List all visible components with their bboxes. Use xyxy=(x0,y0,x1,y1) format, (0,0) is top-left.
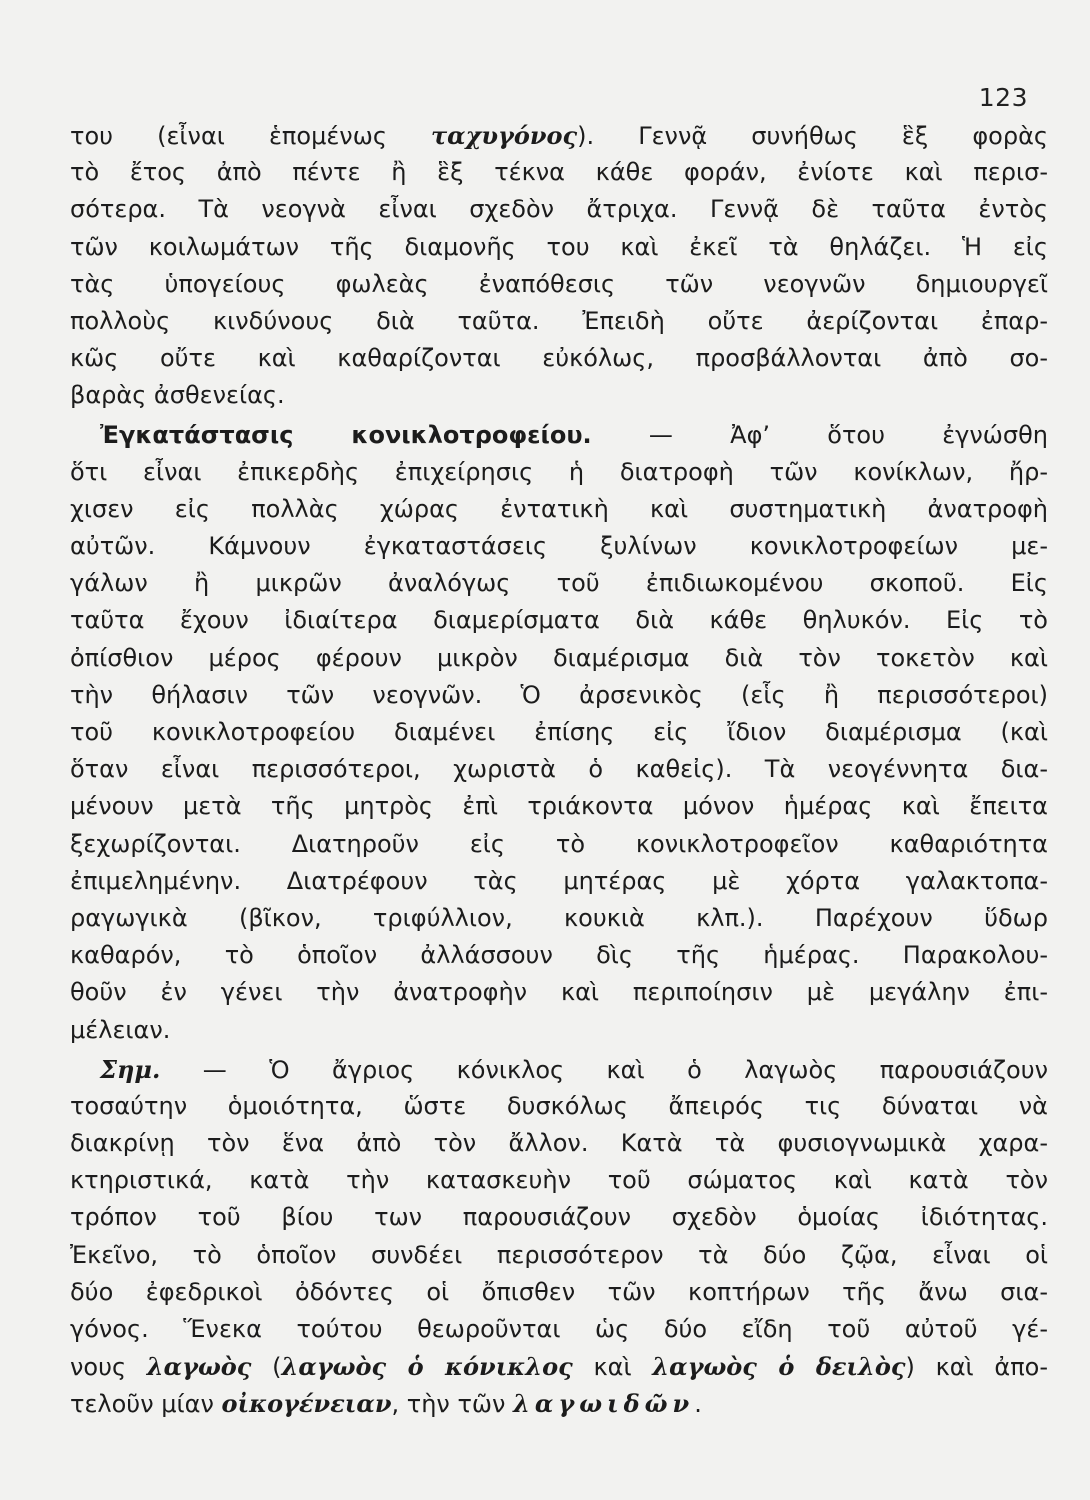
text-line xyxy=(70,1311,1048,1348)
text-line xyxy=(70,826,1048,863)
text-run: κῶς οὔτε καὶ καθαρίζονται εὐκόλως, προσβάλλονται ἀπὸ σο- xyxy=(70,344,1048,373)
text-run: ραγωγικὰ (βῖκον, τριφύλλιον, κουκιὰ κλπ.). Παρέχουν ὕδωρ xyxy=(70,903,1048,932)
emphasized-term: οἰκογένειαν xyxy=(221,1389,392,1419)
text-run: γόνος. Ἕνεκα τούτου θεωροῦνται ὡς δύο εἴδη τοῦ αὐτοῦ γέ- xyxy=(70,1315,1048,1343)
text-run: ταῦτα ἔχουν ἰδιαίτερα διαμερίσματα διὰ κάθε θηλυκόν. Εἰς τὸ xyxy=(70,606,1048,635)
text-run: τρόπον τοῦ βίου των παρουσιάζουν σχεδὸν ὁμοίας ἰδιότητας. xyxy=(70,1203,1048,1232)
text-run: γάλων ἢ μικρῶν ἀναλόγως τοῦ ἐπιδιωκομένου σκοποῦ. Εἰς xyxy=(70,569,1048,598)
text-run: — Ὁ ἄγριος κόνικλος καὶ ὁ λαγωὸς παρουσιάζουν xyxy=(160,1055,1048,1084)
text-line xyxy=(70,528,1048,565)
text-run: ὅτι εἶναι ἐπικερδὴς ἐπιχείρησις ἡ διατροφὴ τῶν κονίκλων, ἤρ- xyxy=(70,457,1048,486)
text-line xyxy=(70,154,1048,191)
text-run: χισεν εἰς πολλὰς χώρας ἐντατικὴ καὶ συστηματικὴ ἀνατροφὴ xyxy=(70,494,1048,523)
text-run: καθαρόν, τὸ ὁποῖον ἀλλάσσουν δὶς τῆς ἡμέρας. Παρακολου- xyxy=(70,941,1048,970)
text-line xyxy=(70,266,1048,303)
text-run: ἐπιμελημένην. Διατρέφουν τὰς μητέρας μὲ χόρτα γαλακτοπα- xyxy=(70,866,1048,895)
text-run: κτηριστικά, κατὰ τὴν κατασκευὴν τοῦ σώματος καὶ κατὰ τὸν xyxy=(70,1166,1048,1195)
text-line xyxy=(70,751,1048,788)
text-line xyxy=(70,1125,1048,1162)
text-line xyxy=(70,974,1048,1011)
text-run: ( xyxy=(251,1353,282,1382)
text-run: σότερα. Τὰ νεογνὰ εἶναι σχεδὸν ἄτριχα. Γεννᾷ δὲ ταῦτα ἐντὸς xyxy=(70,195,1048,224)
text-line xyxy=(70,1199,1048,1236)
emphasized-term: λαγωὸς xyxy=(146,1352,252,1382)
text-line xyxy=(70,340,1048,377)
text-run: τελοῦν μίαν xyxy=(70,1390,222,1419)
text-run: ) καὶ ἀπο- xyxy=(905,1353,1048,1382)
text-run: ). Γεννᾷ συνήθως ἓξ φορὰς xyxy=(577,122,1048,150)
text-run: μέλειαν. xyxy=(70,1015,171,1044)
text-run: , τὴν τῶν xyxy=(391,1390,514,1419)
text-line xyxy=(70,602,1048,639)
text-run: τοῦ κονικλοτροφείου διαμένει ἐπίσης εἰς ἴδιον διαμέρισμα (καὶ xyxy=(70,718,1048,746)
text-run: καὶ xyxy=(572,1353,653,1382)
text-line xyxy=(70,1274,1048,1311)
text-run: ὅταν εἶναι περισσότεροι, χωριστὰ ὁ καθεἰς). Τὰ νεογέννητα δια- xyxy=(70,755,1048,784)
body-text xyxy=(70,117,1048,1423)
text-line xyxy=(70,1088,1048,1125)
text-line xyxy=(70,1012,1048,1049)
page-number: 123 xyxy=(978,83,1028,112)
text-line xyxy=(70,1162,1048,1199)
text-line xyxy=(70,1385,1048,1422)
text-run: τοσαύτην ὁμοιότητα, ὥστε δυσκόλως ἄπειρός τις δύναται νὰ xyxy=(70,1091,1048,1120)
emphasized-term: λαγωὸς ὁ δειλὸς xyxy=(652,1352,906,1382)
text-run: Ἐκεῖνο, τὸ ὁποῖον συνδέει περισσότερον τὰ δύο ζῷα, εἶναι οἱ xyxy=(70,1240,1048,1269)
text-line xyxy=(70,1237,1048,1274)
text-run: τὴν θήλασιν τῶν νεογνῶν. Ὁ ἀρσενικὸς (εἷς ἢ περισσότεροι) xyxy=(70,680,1048,709)
note-line xyxy=(70,1051,1048,1088)
text-run: . xyxy=(694,1390,702,1419)
text-line xyxy=(70,788,1048,825)
note-label: Σημ. xyxy=(100,1054,161,1084)
emphasized-term: λαγωὸς ὁ κόνικλος xyxy=(281,1352,573,1382)
emphasized-term: ταχυγόνος xyxy=(430,121,578,150)
text-run: θοῦν ἐν γένει τὴν ἀνατροφὴν καὶ περιποίησιν μὲ μεγάλην ἐπι- xyxy=(70,978,1048,1007)
text-run: τὸ ἔτος ἀπὸ πέντε ἢ ἓξ τέκνα κάθε φοράν, ἐνίοτε καὶ περισ- xyxy=(70,158,1048,187)
text-run: τῶν κοιλωμάτων τῆς διαμονῆς του καὶ ἐκεῖ τὰ θηλάζει. Ἡ εἰς xyxy=(70,232,1048,261)
text-run: μένουν μετὰ τῆς μητρὸς ἐπὶ τριάκοντα μόνον ἡμέρας καὶ ἔπειτα xyxy=(70,792,1048,821)
text-run: βαρὰς ἀσθενείας. xyxy=(70,381,285,410)
text-line xyxy=(70,677,1048,714)
text-line xyxy=(70,117,1048,154)
text-run: τὰς ὑπογείους φωλεὰς ἐναπόθεσις τῶν νεογνῶν δημιουργεῖ xyxy=(70,269,1048,298)
text-line xyxy=(70,565,1048,602)
text-run: αὐτῶν. Κάμνουν ἐγκαταστάσεις ξυλίνων κονικλοτροφείων με- xyxy=(70,532,1048,561)
text-run: νους xyxy=(70,1353,147,1382)
section-heading: Ἐγκατάστασις κονικλοτροφείου. xyxy=(100,420,592,449)
text-line xyxy=(70,900,1048,937)
text-run: του (εἶναι ἑπομένως xyxy=(70,122,431,150)
text-run: — Ἀφ’ ὅτου ἐγνώσθη xyxy=(591,420,1048,449)
text-line xyxy=(70,714,1048,751)
text-line xyxy=(70,229,1048,266)
text-line xyxy=(70,303,1048,340)
text-line xyxy=(70,640,1048,677)
text-run: δύο ἐφεδρικοὶ ὀδόντες οἱ ὄπισθεν τῶν κοπτήρων τῆς ἄνω σια- xyxy=(70,1277,1048,1306)
text-line xyxy=(70,191,1048,228)
emphasized-term: λαγωιδῶν xyxy=(513,1389,695,1419)
section-heading-line xyxy=(70,417,1048,454)
text-line xyxy=(70,491,1048,528)
text-run: ξεχωρίζονται. Διατηροῦν εἰς τὸ κονικλοτροφεῖον καθαριότητα xyxy=(70,829,1048,858)
text-run: πολλοὺς κινδύνους διὰ ταῦτα. Ἐπειδὴ οὔτε ἀερίζονται ἐπαρ- xyxy=(70,306,1048,335)
text-line xyxy=(70,863,1048,900)
text-run: ὀπίσθιον μέρος φέρουν μικρὸν διαμέρισμα διὰ τὸν τοκετὸν καὶ xyxy=(70,643,1048,672)
text-line xyxy=(70,1348,1048,1385)
text-line xyxy=(70,937,1048,974)
text-run: διακρίνῃ τὸν ἕνα ἀπὸ τὸν ἄλλον. Κατὰ τὰ φυσιογνωμικὰ χαρα- xyxy=(70,1129,1048,1158)
text-line xyxy=(70,377,1048,414)
text-line xyxy=(70,454,1048,491)
